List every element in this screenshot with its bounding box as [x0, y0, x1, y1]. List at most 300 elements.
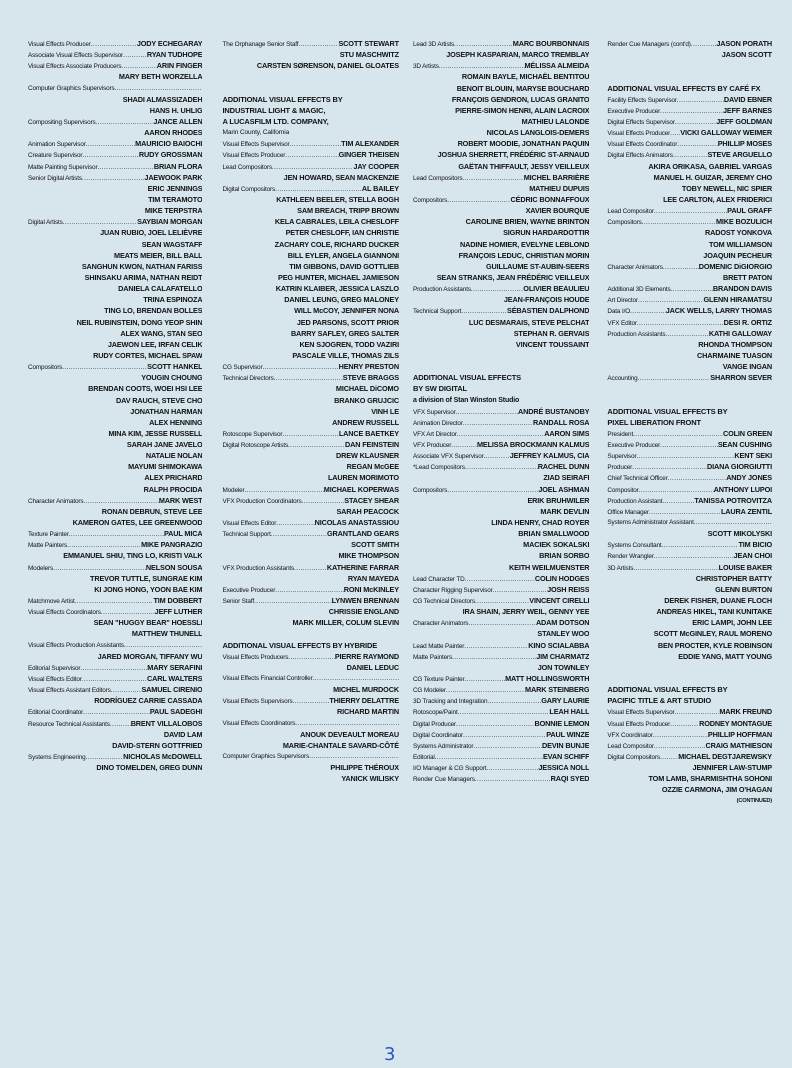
- section-heading: ADDITIONAL VISUAL EFFECTS BY HYBRIDE: [222, 640, 378, 650]
- credit-role: VFX Production Coordinators: [222, 497, 302, 505]
- credits-column-1: [28, 38, 202, 1038]
- credit-line: [222, 372, 398, 383]
- credit-name: KINO SCIALABBA: [528, 640, 590, 650]
- credit-line: [222, 339, 398, 350]
- credit-line: [222, 428, 398, 439]
- credit-line: [222, 183, 398, 194]
- credit-name: SEAN WAGSTAFF: [141, 239, 203, 249]
- credit-name: OLIVIER BEAULIEU: [523, 284, 590, 294]
- leader-dots: [468, 618, 536, 629]
- credit-line: [222, 328, 398, 339]
- credit-name: DREW KLAUSNER: [336, 451, 399, 461]
- credit-line: [28, 395, 202, 406]
- credit-line: [28, 450, 202, 461]
- credit-name: FRANÇOIS LEDUC, CHRISTIAN MORIN: [458, 250, 590, 260]
- leader-dots: [487, 696, 541, 707]
- credit-line: [28, 383, 202, 394]
- credit-line: [28, 684, 202, 695]
- credit-line: [413, 149, 589, 160]
- credit-line: [222, 261, 398, 272]
- credit-role: Digital Effects Supervisor: [607, 118, 675, 126]
- credit-line: [413, 539, 589, 550]
- credit-role: Digital Rotoscope Artists: [222, 442, 288, 450]
- credit-name: STEPHAN R. GERVAIS: [513, 328, 590, 338]
- credit-line: [413, 294, 589, 305]
- credit-line: [607, 205, 772, 216]
- leader-dots: [662, 540, 739, 551]
- credit-name: GINGER THEISEN: [338, 150, 399, 160]
- credit-name: MICHAEL KOPERWAS: [323, 484, 399, 494]
- credit-name: VINCENT CIRELLI: [529, 596, 590, 606]
- credit-name: JEFFREY KALMUS, CIA: [509, 451, 590, 461]
- credit-name: MARY BETH WORZELLA: [118, 72, 203, 82]
- credit-line: [413, 339, 589, 350]
- credit-name: STEVE BRAGGS: [342, 373, 399, 383]
- credit-name: IRA SHAIN, JERRY WEIL, GENNY YEE: [462, 607, 590, 617]
- credit-name: MICHAEL DEGTJAREWSKY: [678, 752, 772, 761]
- credit-line: [413, 573, 589, 584]
- credit-line: [28, 83, 202, 94]
- credit-role: Matte Painters: [412, 653, 453, 661]
- credit-line: [28, 428, 202, 439]
- credit-name: BRANKO GRUJCIC: [334, 395, 399, 405]
- spacer: [222, 71, 398, 82]
- leader-dots: [630, 306, 666, 317]
- credit-name: MAYUMI SHIMOKAWA: [128, 462, 203, 472]
- credit-name: STEVE ARGUELLO: [707, 150, 772, 160]
- credit-role: Visual Effects Producer: [607, 720, 671, 728]
- credit-role: Visual Effects Assistant Editors: [28, 687, 111, 695]
- credit-line: [222, 216, 398, 227]
- credit-name: STANLEY WOO: [537, 629, 590, 639]
- credit-name: BRENT VILLALOBOS: [130, 718, 203, 728]
- credit-role: Editorial Supervisor: [28, 664, 81, 672]
- credit-name: TIM TERAMOTO: [148, 194, 203, 204]
- credit-name: MEATS MEIER, BILL BALL: [114, 250, 203, 260]
- credit-line: [28, 706, 202, 717]
- leader-dots: [694, 517, 772, 528]
- spacer: [222, 83, 398, 94]
- credit-name: SEAN STRANKS, JEAN FRÉDÉRIC VEILLEUX: [436, 272, 590, 282]
- credit-line: [413, 428, 589, 439]
- credit-name: KATHI GALLOWAY: [708, 328, 772, 338]
- credit-line: [28, 305, 202, 316]
- credit-line: [413, 606, 589, 617]
- credit-line: [28, 584, 202, 595]
- leader-dots: [274, 373, 343, 384]
- section-heading: BY SW DIGITAL: [412, 384, 467, 394]
- credit-role: Modelers: [28, 564, 54, 572]
- credit-line: [607, 439, 772, 450]
- credit-name: RODRÍGUEZ CARRIE CASSADA: [94, 696, 203, 706]
- credit-name: BRANDON DAVIS: [712, 284, 772, 294]
- section-heading: PIXEL LIBERATION FRONT: [607, 417, 701, 427]
- leader-dots: [465, 462, 538, 473]
- leader-dots: [660, 440, 718, 451]
- credit-name: JAEWOOK PARK: [144, 172, 203, 182]
- credit-name: RICHARD MARTIN: [337, 707, 399, 717]
- section-subheading: a division of Stan Winston Studio: [412, 396, 520, 404]
- credit-line: [28, 239, 202, 250]
- credit-name: HENRY PRESTON: [338, 362, 399, 372]
- credit-name: ERIK BRUHWILER: [527, 495, 590, 505]
- credit-role: Compositing Supervisors: [28, 118, 96, 126]
- credit-role: VFX Production Assistants: [222, 564, 295, 572]
- credit-role: Office Manager: [607, 508, 649, 516]
- credit-role: Art Director: [607, 297, 638, 305]
- credit-name: JARED MORGAN, TIFFANY WU: [97, 651, 203, 661]
- credit-role: CG Technical Directors: [412, 598, 475, 606]
- credit-role: Facility Effects Supervisor: [607, 96, 677, 104]
- credit-line: [28, 406, 202, 417]
- leader-dots: [473, 741, 542, 752]
- credit-line: [222, 450, 398, 461]
- credit-line: [222, 250, 398, 261]
- credit-line: [28, 149, 202, 160]
- credit-name: MATT HOLLINGSWORTH: [505, 674, 590, 684]
- credit-role: The Orphanage Senior Staff: [222, 41, 299, 48]
- credit-name: ANOUK DEVEAULT MOREAU: [300, 729, 399, 739]
- credit-name: GARY LAURIE: [541, 696, 590, 706]
- credits-column-2: [222, 38, 398, 1038]
- credit-name: STACEY SHEAR: [344, 495, 399, 505]
- credit-name: WILL McCOY, JENNIFER NONA: [294, 306, 399, 316]
- credit-line: [607, 138, 772, 149]
- credit-line: [222, 60, 398, 71]
- credit-line: [413, 317, 589, 328]
- credit-role: Visual Effects Producers: [222, 653, 289, 661]
- credit-line: [222, 517, 398, 528]
- credit-name: VINCENT TOUSSAINT: [515, 339, 590, 349]
- credit-line: [222, 562, 398, 573]
- credit-role: Digital Producer: [412, 720, 457, 728]
- leader-dots: [633, 429, 723, 440]
- credit-line: [28, 595, 202, 606]
- credit-name: JEFF BARNES: [722, 105, 772, 115]
- credit-line: [413, 194, 589, 205]
- credit-role: Animation Supervisor: [28, 141, 86, 149]
- credit-line: [222, 149, 398, 160]
- credit-line: [413, 528, 589, 539]
- credit-line: [222, 773, 398, 784]
- credit-line: [607, 517, 772, 528]
- credit-line: [28, 562, 202, 573]
- credit-line: [413, 628, 589, 639]
- credit-name: BRIAN FLORA: [153, 161, 203, 171]
- credit-line: [607, 784, 772, 795]
- credit-line: [222, 194, 398, 205]
- credit-name: RONI McKINLEY: [343, 584, 399, 594]
- credit-name: KATHLEEN BEELER, STELLA BOGH: [276, 194, 399, 204]
- credit-line: [28, 550, 202, 561]
- credit-line: [222, 395, 398, 406]
- credit-name: CHRISSIE ENGLAND: [328, 607, 399, 617]
- leader-dots: [463, 730, 546, 741]
- spacer: [607, 383, 772, 394]
- credit-name: NICOLAS ANASTASSIOU: [314, 518, 399, 528]
- credit-role: *Lead Compositors: [412, 464, 465, 472]
- credit-line: [28, 138, 202, 149]
- credit-name: DAVID-STERN GOTTFRIED: [112, 740, 203, 750]
- credit-line: [607, 484, 772, 495]
- credit-line: [28, 673, 202, 684]
- credit-name: BONNIE LEMON: [534, 718, 590, 728]
- credit-name: SHINSAKU ARIMA, NATHAN REIDT: [84, 272, 203, 282]
- credit-name: JIM CHARMATZ: [536, 651, 590, 661]
- credit-line: [413, 127, 589, 138]
- credit-line: [222, 695, 398, 706]
- credit-name: TRINA ESPINOZA: [143, 295, 203, 305]
- credit-line: [607, 294, 772, 305]
- credit-name: DAV RAUCH, STEVE CHO: [116, 395, 203, 405]
- credit-line: [413, 83, 589, 94]
- credit-role: Executive Producer: [607, 107, 661, 115]
- credit-line: [607, 116, 772, 127]
- credit-line: [413, 751, 589, 762]
- credit-line: [222, 305, 398, 316]
- credit-name: LANCE BAETKEY: [338, 428, 399, 438]
- leader-dots: [446, 685, 525, 696]
- credit-line: [222, 361, 398, 372]
- credit-role: Technical Support: [412, 308, 462, 316]
- credit-line: [222, 729, 398, 740]
- leader-dots: [670, 128, 680, 139]
- credit-name: CÉDRIC BONNAFFOUX: [510, 194, 590, 204]
- credit-name: MIKE TERPSTRA: [144, 206, 203, 216]
- credit-line: [222, 706, 398, 717]
- leader-dots: [465, 574, 535, 585]
- credit-line: [607, 149, 772, 160]
- credit-name: ANDREAS HIKEL, TANI KUNITAKE: [656, 607, 772, 617]
- spacer: [607, 60, 772, 71]
- credits-column-3: [413, 38, 589, 1038]
- credit-line: [28, 60, 202, 71]
- credit-name: KAMERON GATES, LEE GREENWOOD: [72, 518, 203, 528]
- credit-line: [222, 161, 398, 172]
- credit-line: [413, 406, 589, 417]
- credit-name: DESI R. ORTIZ: [723, 317, 772, 327]
- credit-line: [28, 762, 202, 773]
- credit-line: [28, 361, 202, 372]
- leader-dots: [91, 39, 137, 50]
- credit-role: Visual Effects Production Assistants: [28, 641, 124, 649]
- credit-role: Render Cue Managers: [412, 776, 475, 784]
- credit-line: [28, 49, 202, 60]
- credit-name: DANIEL LEUNG, GREG MALONEY: [284, 295, 399, 305]
- leader-dots: [309, 751, 399, 762]
- credit-line: [222, 439, 398, 450]
- credit-name: AKIRA ORIKASA, GABRIEL VARGAS: [648, 161, 772, 171]
- credit-name: PAUL MICA: [163, 529, 203, 539]
- credit-line: [222, 484, 398, 495]
- credit-name: RHONDA THOMPSON: [698, 339, 772, 349]
- credit-role: I/O Manager & CG Support: [412, 765, 487, 773]
- credit-line: [607, 595, 772, 606]
- credit-name: SCOTT MIKOLYSKI: [707, 529, 772, 539]
- credit-name: CAROLINE BRIEN, WAYNE BRINTON: [465, 217, 590, 227]
- credit-name: MINA KIM, JESSE RUSSELL: [108, 428, 203, 438]
- credit-name: PAUL WINZE: [546, 729, 590, 739]
- credit-name: SIGRUN HARDARDOTTIR: [503, 228, 590, 238]
- credit-line: [222, 528, 398, 539]
- credit-line: [222, 718, 398, 729]
- credit-line: [222, 584, 398, 595]
- credit-name: BARRY SAFLEY, GREG SALTER: [290, 328, 399, 338]
- credit-name: RUDY CORTES, MICHAEL SPAW: [93, 350, 203, 360]
- credit-line: [607, 640, 772, 651]
- credit-name: JEFF LUTHER: [154, 607, 203, 617]
- credit-name: SAMUEL CIRENIO: [141, 685, 203, 695]
- credit-line: [28, 161, 202, 172]
- credit-role: Visual Effects Supervisors: [222, 698, 293, 706]
- credit-line: [222, 49, 398, 60]
- credit-name: RACHEL DUNN: [537, 462, 590, 472]
- credit-line: [28, 662, 202, 673]
- leader-dots: [285, 150, 338, 161]
- credit-line: [607, 550, 772, 561]
- credit-name: JOSH REISS: [547, 584, 590, 594]
- credit-line: [222, 617, 398, 628]
- credit-line: [607, 651, 772, 662]
- credit-line: [222, 172, 398, 183]
- credit-line: [222, 550, 398, 561]
- credit-role: Systems Consultant: [607, 542, 662, 550]
- credit-name: PETER CHESLOFF, IAN CHRISTIE: [285, 228, 399, 238]
- credit-line: [28, 272, 202, 283]
- credit-name: PHILIPPE THÉROUX: [330, 763, 399, 773]
- credit-line: [222, 539, 398, 550]
- credit-role: Visual Effects Coordinators: [28, 609, 101, 617]
- credit-name: JAY COOPER: [353, 161, 399, 171]
- credit-line: [28, 472, 202, 483]
- page-number: 3: [384, 1044, 396, 1065]
- credit-role: 3D Tracking and Integration: [412, 698, 488, 706]
- credit-name: GLENN BURTON: [715, 584, 772, 594]
- credit-name: LAUREN MORIMOTO: [327, 473, 399, 483]
- credit-name: BRENDAN COOTS, WOEI HSI LEE: [88, 384, 203, 394]
- credit-line: [607, 216, 772, 227]
- credit-role: Technical Directors: [222, 375, 274, 383]
- credit-line: [413, 283, 589, 294]
- credit-name: JOAQUIN PECHEUR: [703, 250, 772, 260]
- credit-name: ALEX WANG, STAN SEO: [120, 328, 203, 338]
- credit-line: [413, 684, 589, 695]
- credit-name: MARK MILLER, COLUM SLEVIN: [292, 618, 399, 628]
- credit-role: Creature Supervisor: [28, 152, 83, 160]
- credit-name: YANICK WILISKY: [341, 774, 399, 784]
- credit-name: RANDALL ROSA: [532, 417, 590, 427]
- credit-line: [28, 539, 202, 550]
- credit-name: JACK WELLS, LARRY THOMAS: [665, 306, 772, 316]
- credit-name: SARAH JANE JAVELO: [126, 440, 203, 450]
- credit-name: CRAIG MATHIESON: [705, 740, 772, 750]
- credit-line: [413, 584, 589, 595]
- credit-role: VFX Art Director: [412, 430, 457, 438]
- section-heading: ADDITIONAL VISUAL EFFECTS: [412, 373, 522, 383]
- leader-dots: [276, 518, 314, 529]
- spacer: [222, 628, 398, 639]
- credit-name: COLIN GREEN: [722, 428, 772, 438]
- credit-role: VFX Producer: [412, 442, 452, 450]
- leader-dots: [262, 362, 338, 373]
- credit-name: SANGHUN KWON, NATHAN FARISS: [81, 261, 203, 271]
- credit-name: ANDY JONES: [726, 473, 772, 483]
- credit-line: [28, 606, 202, 617]
- credit-name: SEAN CUSHING: [717, 440, 772, 450]
- credit-name: MARK DEVLIN: [540, 506, 590, 516]
- leader-dots: [75, 596, 154, 607]
- credit-line: [222, 205, 398, 216]
- credit-role: Compositor: [607, 486, 639, 494]
- credit-role: Systems Administrator Assistant: [607, 519, 694, 527]
- credit-line: [413, 71, 589, 82]
- credit-name: KEN SJOGREN, TODD VAZIRI: [299, 339, 399, 349]
- continued-text: (CONTINUED): [736, 797, 772, 804]
- credit-name: TIM BICIO: [738, 540, 772, 550]
- credit-line: [28, 695, 202, 706]
- credit-role: Data I/O: [607, 308, 631, 316]
- credit-line: [413, 49, 589, 60]
- credit-line: [413, 328, 589, 339]
- credit-name: DANIELA CALAFATELLO: [118, 284, 203, 294]
- credit-name: KATHERINE FARRAR: [326, 562, 399, 572]
- credit-line: [413, 261, 589, 272]
- credit-name: ALEX HENNING: [149, 417, 203, 427]
- credit-line: [28, 495, 202, 506]
- credit-role: CG Texture Painter: [412, 676, 465, 684]
- credit-line: [607, 317, 772, 328]
- leader-dots: [452, 652, 536, 663]
- credit-name: NELSON SOUSA: [145, 562, 203, 572]
- credit-name: LINDA HENRY, CHAD ROYER: [491, 518, 590, 528]
- credit-line: [222, 417, 398, 428]
- credit-line: [222, 272, 398, 283]
- credit-line: [28, 461, 202, 472]
- credit-line: [28, 439, 202, 450]
- credit-line: [607, 573, 772, 584]
- credit-name: JON TOWNLEY: [537, 662, 590, 672]
- credit-line: [28, 38, 202, 49]
- credit-role: Animation Director: [412, 419, 463, 427]
- credit-name: TIM ALEXANDER: [341, 139, 399, 149]
- credit-name: JONATHAN HARMAN: [130, 406, 203, 416]
- spacer: [413, 361, 589, 372]
- credit-name: NEIL RUBINSTEIN, DONG YEOP SHIN: [76, 317, 203, 327]
- credit-name: TOBY NEWELL, NIC SPIER: [681, 183, 772, 193]
- spacer: [607, 662, 772, 673]
- credit-line: [28, 183, 202, 194]
- credit-line: [28, 205, 202, 216]
- leader-dots: [486, 763, 538, 774]
- credit-name: TREVOR TUTTLE, SUNGRAE KIM: [90, 573, 203, 583]
- credit-role: Digital Coordinator: [412, 731, 464, 739]
- credit-line: [607, 272, 772, 283]
- section-heading: ADDITIONAL VISUAL EFFECTS BY: [222, 94, 343, 104]
- credit-line: [222, 283, 398, 294]
- credit-line: [222, 461, 398, 472]
- credit-line: [222, 38, 398, 49]
- credit-name: ANDREW RUSSELL: [332, 417, 399, 427]
- credit-name: VANGE INGAN: [722, 362, 772, 372]
- credit-name: ADAM DOTSON: [535, 618, 590, 628]
- credit-name: DANIEL LEDUC: [346, 662, 399, 672]
- credit-name: SAM BREACH, TRIPP BROWN: [297, 206, 399, 216]
- credit-name: MICHEL MURDOCK: [333, 685, 399, 695]
- credit-line: [413, 740, 589, 751]
- credit-name: CARSTEN SØRENSON, DANIEL GLOATES: [256, 61, 399, 71]
- credit-line: [28, 261, 202, 272]
- credit-name: TIM DOBBERT: [153, 596, 203, 606]
